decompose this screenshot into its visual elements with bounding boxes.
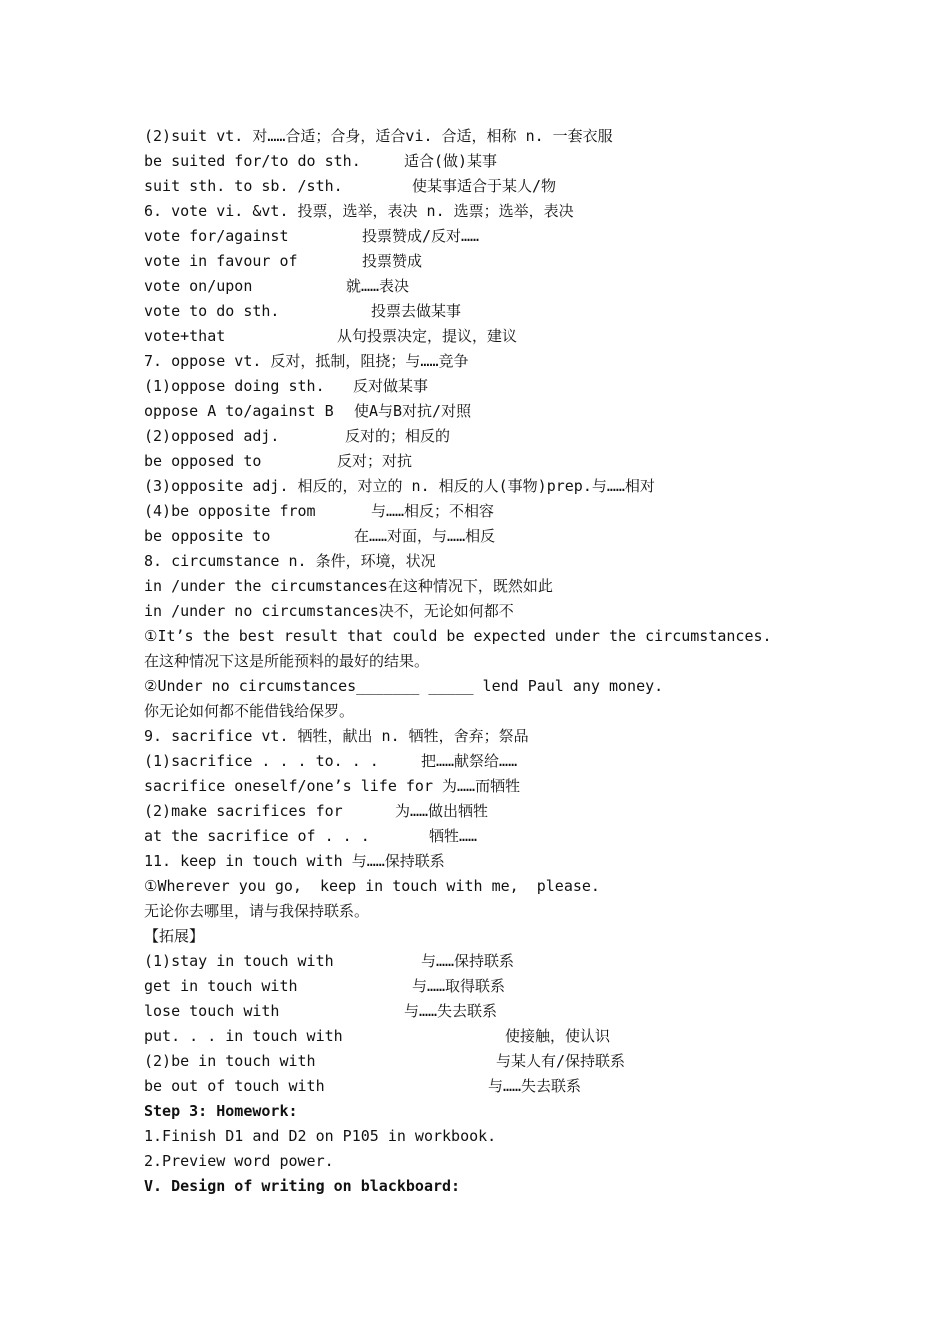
text-line: ①Wherever you go, keep in touch with me, please. (144, 877, 600, 895)
text-line: be opposed to 反对；对抗 (144, 449, 261, 473)
translation: 使接触，使认识 (505, 1027, 611, 1045)
text-line: get in touch with 与……取得联系 (144, 974, 298, 998)
text-line: in /under no circumstances决不，无论如何都不 (144, 602, 514, 620)
homework-item: 1.Finish D1 and D2 on P105 in workbook. (144, 1127, 497, 1145)
text-line: ①It’s the best result that could be expected under the circumstances. (144, 627, 772, 645)
translation: 反对的；相反的 (345, 427, 451, 445)
section-heading: 【拓展】 (144, 927, 205, 945)
text-line: (2)make sacrifices for 为……做出牺牲 (144, 799, 343, 823)
text-line: vote for/against 投票赞成/反对…… (144, 224, 289, 248)
text-line: 9. sacrifice vt. 牺牲，献出 n. 牺牲，舍弃；祭品 (144, 727, 529, 745)
translation: 与……取得联系 (412, 977, 506, 995)
text-line: 在这种情况下这是所能预料的最好的结果。 (144, 652, 430, 670)
translation: 就……表决 (346, 277, 410, 295)
text-line: 11. keep in touch with 与……保持联系 (144, 852, 445, 870)
text-line: (1)oppose doing sth. 反对做某事 (144, 374, 325, 398)
text-line: (2)suit vt. 对……合适；合身，适合vi. 合适，相称 n. 一套衣服 (144, 127, 613, 145)
translation: 与某人有/保持联系 (496, 1052, 626, 1070)
text-line: lose touch with 与……失去联系 (144, 999, 279, 1023)
text-line: be opposite to 在……对面，与……相反 (144, 524, 270, 548)
translation: 与……相反；不相容 (371, 502, 495, 520)
translation: 与……失去联系 (488, 1077, 582, 1095)
text-line: 6. vote vi. &vt. 投票，选举，表决 n. 选票；选举，表决 (144, 202, 574, 220)
text-line: in /under the circumstances在这种情况下，既然如此 (144, 577, 553, 595)
text-line: (1)stay in touch with 与……保持联系 (144, 949, 334, 973)
text-line: (2)opposed adj. 反对的；相反的 (144, 424, 279, 448)
homework-item: 2.Preview word power. (144, 1152, 334, 1170)
text-line: 无论你去哪里，请与我保持联系。 (144, 902, 370, 920)
text-line: sacrifice oneself/one’s life for 为……而牺牲 (144, 777, 521, 795)
text-line: 你无论如何都不能借钱给保罗。 (144, 702, 355, 720)
text-line: vote+that 从句投票决定，提议，建议 (144, 324, 225, 348)
translation: 为……做出牺牲 (395, 802, 489, 820)
text-line: suit sth. to sb. /sth. 使某事适合于某人/物 (144, 174, 343, 198)
text-line: oppose A to/against B 使A与B对抗/对照 (144, 399, 334, 423)
text-line: put. . . in touch with 使接触，使认识 (144, 1024, 343, 1048)
translation: 使A与B对抗/对照 (354, 402, 472, 420)
translation: 反对；对抗 (337, 452, 413, 470)
text-line: be out of touch with 与……失去联系 (144, 1074, 325, 1098)
translation: 与……保持联系 (421, 952, 515, 970)
text-line: at the sacrifice of . . . 牺牲…… (144, 824, 370, 848)
homework-heading: Step 3: Homework: (144, 1102, 298, 1120)
text-line: vote to do sth. 投票去做某事 (144, 299, 279, 323)
text-line: ②Under no circumstances_______ _____ lend Paul any money. (144, 677, 664, 695)
translation: 在……对面，与……相反 (354, 527, 496, 545)
text-line: (2)be in touch with 与某人有/保持联系 (144, 1049, 316, 1073)
translation: 投票赞成 (362, 252, 423, 270)
text-line: (4)be opposite from 与……相反；不相容 (144, 499, 316, 523)
blackboard-heading: V. Design of writing on blackboard: (144, 1177, 461, 1195)
translation: 从句投票决定，提议，建议 (337, 327, 518, 345)
translation: 与……失去联系 (404, 1002, 498, 1020)
text-line: vote on/upon 就……表决 (144, 274, 252, 298)
translation: 使某事适合于某人/物 (412, 177, 557, 195)
translation: 投票赞成/反对…… (362, 227, 480, 245)
text-line: be suited for/to do sth. 适合(做)某事 (144, 149, 361, 173)
text-line: 7. oppose vt. 反对，抵制，阻挠；与……竞争 (144, 352, 469, 370)
text-line: (1)sacrifice . . . to. . . 把……献祭给…… (144, 749, 379, 773)
translation: 把……献祭给…… (421, 752, 518, 770)
text-line: vote in favour of 投票赞成 (144, 249, 298, 273)
translation: 牺牲…… (429, 827, 478, 845)
text-line: 8. circumstance n. 条件，环境，状况 (144, 552, 436, 570)
translation: 适合(做)某事 (404, 152, 498, 170)
translation: 投票去做某事 (371, 302, 462, 320)
translation: 反对做某事 (353, 377, 429, 395)
text-line: (3)opposite adj. 相反的，对立的 n. 相反的人(事物)prep.与……相对 (144, 477, 655, 495)
